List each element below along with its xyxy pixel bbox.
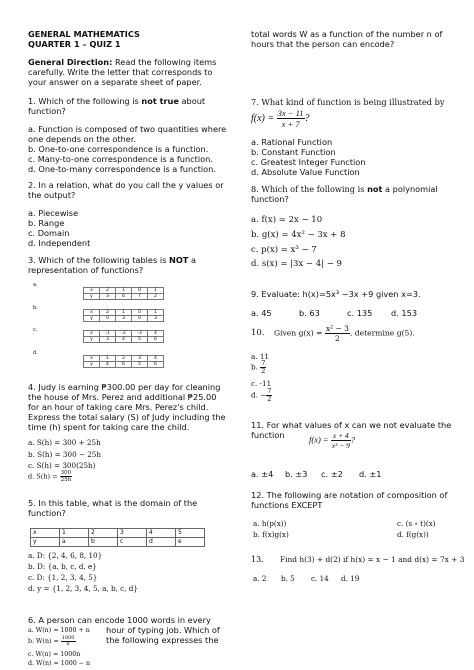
choice: b. S(h) = 300 − 25h bbox=[28, 450, 102, 459]
fraction: $\frac{x + 4}{\text{x² − 9}}$ bbox=[331, 431, 350, 450]
choice: b. $\frac{7}{2}$ bbox=[251, 359, 266, 375]
choice: b. W(n) = $\frac{1000}{n}$ bbox=[28, 635, 75, 647]
table-d-label: d. bbox=[33, 350, 38, 356]
question-11-stem: 11. For what values of x can we not evaluate the bbox=[251, 420, 452, 430]
quiz-subtitle: QUARTER 1 – QUIZ 1 bbox=[28, 39, 121, 49]
choice: d. Independent bbox=[28, 238, 91, 248]
choice: b. One-to-one correspondence is a function. bbox=[28, 144, 209, 154]
question-10-stem: Given g(x) = $\frac{\text{x² − 3}}{2}$ , determine g(5). bbox=[274, 324, 415, 343]
choice: d. S(h) = $\frac{300}{25h}$ bbox=[28, 470, 72, 483]
choice: a. 45 bbox=[251, 308, 272, 318]
question-5-stem: 5. In this table, what is the domain of the bbox=[28, 498, 198, 508]
question-11-formula: f(x) = $\frac{x + 4}{\text{x² − 9}}$ ? bbox=[309, 431, 356, 450]
fraction: $\frac{3x - 11}{x + 7}$ bbox=[277, 108, 304, 129]
choice: b. ±3 bbox=[285, 469, 308, 479]
choice: c. Greatest Integer Function bbox=[251, 157, 366, 167]
choice: d. − $\frac{7}{2}$ bbox=[251, 387, 272, 403]
question-4-stem-line: the house of Mrs. Perez and additional ₱25.00 bbox=[28, 392, 217, 402]
question-3-stem-line: representation of functions? bbox=[28, 265, 144, 275]
table-b: x 2 1 0 1 y 0 3 0 3 bbox=[83, 309, 164, 322]
choice: one depends on the other. bbox=[28, 134, 137, 144]
choice: b. D: {a, b, c, d, e} bbox=[28, 562, 97, 571]
choice: c. -11 bbox=[251, 379, 272, 388]
choice: c. 14 bbox=[311, 574, 329, 583]
choice: a. Function is composed of two quantities where bbox=[28, 124, 227, 134]
choice: d. s(x) = |3x − 4| − 9 bbox=[251, 259, 342, 269]
choice: a. S(h) = 300 + 25h bbox=[28, 438, 101, 447]
choice: d. 19 bbox=[341, 574, 360, 583]
fraction: $\frac{7}{2}$ bbox=[267, 387, 272, 403]
choice: b. 5 bbox=[281, 574, 295, 583]
question-6-stem: 6. A person can encode 1000 words in every bbox=[28, 615, 211, 625]
question-12-stem-line: functions EXCEPT bbox=[251, 500, 323, 510]
choice: b. Range bbox=[28, 218, 65, 228]
question-4-stem-line: Express the total salary (S) of Judy including the bbox=[28, 412, 226, 422]
fraction: $\frac{\text{x² − 3}}{2}$ bbox=[325, 324, 349, 343]
choice: a. Rational Function bbox=[251, 137, 333, 147]
question-12-stem: 12. The following are notation of composition of bbox=[251, 490, 448, 500]
table-a: x 2 1 0 1 y 3 6 7 2 bbox=[83, 287, 164, 300]
choice: d. Absolute Value Function bbox=[251, 167, 360, 177]
choice: b. 63 bbox=[299, 308, 320, 318]
choice: c. p(x) = x³ − 7 bbox=[251, 245, 317, 255]
question-2-stem-line: the output? bbox=[28, 190, 76, 200]
question-6-stem-line: hour of typing job. Which of bbox=[106, 625, 220, 635]
direction-line: your answer on a separate sheet of paper. bbox=[28, 77, 202, 87]
choice: a. Piecewise bbox=[28, 208, 79, 218]
question-1-stem: 1. Which of the following is not true about bbox=[28, 96, 206, 106]
question-6-stem-line: the following expresses the bbox=[106, 635, 219, 645]
choice: c. 135 bbox=[347, 308, 373, 318]
direction-line: carefully. Write the letter that corresponds to bbox=[28, 67, 213, 77]
question-5-stem-line: function? bbox=[28, 508, 66, 518]
choice: c. ±2 bbox=[321, 469, 343, 479]
table-b-label: b. bbox=[33, 305, 38, 311]
question-7-stem: 7. What kind of function is being illustrated by bbox=[251, 97, 445, 107]
choice: b. Constant Function bbox=[251, 147, 336, 157]
choice: a. h(p(x)) bbox=[253, 519, 287, 528]
quiz-title: GENERAL MATHEMATICS bbox=[28, 29, 140, 39]
choice: a. 11 bbox=[251, 352, 270, 361]
question-3-stem: 3. Which of the following tables is NOT a bbox=[28, 255, 196, 265]
choice: d. 153 bbox=[391, 308, 418, 318]
fraction: $\frac{7}{2}$ bbox=[261, 359, 266, 375]
question-1-stem-line: function? bbox=[28, 106, 66, 116]
general-direction bbox=[28, 57, 216, 67]
choice: a. ±4 bbox=[251, 469, 274, 479]
table-d: x 1 2 3 4 y 4 6 5 6 bbox=[83, 355, 164, 368]
choice: c. S(h) = 300(25h) bbox=[28, 461, 96, 470]
table-a-label: a. bbox=[33, 282, 38, 288]
table-c-label: c. bbox=[33, 327, 38, 333]
question-10-number: 10. bbox=[251, 328, 265, 338]
choice: d. f(g(x)) bbox=[397, 530, 429, 539]
table-c: x -1 -2 -3 4 y 3 4 5 6 bbox=[83, 330, 164, 343]
question-4-stem-line: for an hour of taking care Mrs. Perez's child. bbox=[28, 402, 209, 412]
choice: d. y = {1, 2, 3, 4, 5, a, b, c, d} bbox=[28, 584, 138, 593]
question-13-number: 13. bbox=[251, 555, 264, 564]
question-2-stem: 2. In a relation, what do you call the y values or bbox=[28, 180, 224, 190]
choice: d. W(n) = 1000 − n bbox=[28, 660, 91, 667]
question-4-stem-line: time (h) spent for taking care the child. bbox=[28, 422, 190, 432]
choice: d. One-to-many correspondence is a function. bbox=[28, 164, 216, 174]
choice: a. W(n) = 1000 + n bbox=[28, 627, 90, 634]
question-7-formula: f(x) = $\frac{3x - 11}{x + 7}$ ? bbox=[251, 108, 310, 129]
direction-text: Read the following items bbox=[112, 57, 217, 67]
choice: a. D: {2, 4, 6, 8, 10} bbox=[28, 551, 103, 560]
question-8-stem-line: function? bbox=[251, 194, 289, 204]
fraction: $\frac{1000}{n}$ bbox=[61, 635, 75, 647]
direction-label: General Direction: bbox=[28, 57, 113, 67]
question-6-continuation: hours that the person can encode? bbox=[251, 39, 395, 49]
question-6-continuation: total words W as a function of the number n of bbox=[251, 29, 443, 39]
choice: c. D: {1, 2, 3, 4, 5} bbox=[28, 573, 98, 582]
domain-table: x 1 2 3 4 5 y a b c d e bbox=[30, 528, 205, 547]
choice: b. f(x)g(x) bbox=[253, 530, 289, 539]
choice: a. f(x) = 2x − 10 bbox=[251, 215, 323, 225]
fraction: $\frac{300}{25h}$ bbox=[60, 470, 72, 483]
question-11-stem-line: function bbox=[251, 430, 285, 440]
choice: d. ±1 bbox=[359, 469, 382, 479]
choice: c. Many-to-one correspondence is a function. bbox=[28, 154, 213, 164]
choice: c. Domain bbox=[28, 228, 70, 238]
question-8-stem: 8. Which of the following is not a polynomial bbox=[251, 184, 438, 194]
question-13-stem: Find h(3) + d(2) if h(x) = x − 1 and d(x) = 7x + 3 bbox=[280, 555, 465, 564]
question-4-stem: 4. Judy is earning ₱300.00 per day for cleaning bbox=[28, 382, 221, 392]
choice: b. g(x) = 4x² − 3x + 8 bbox=[251, 230, 346, 240]
choice: c. W(n) = 1000n bbox=[28, 651, 81, 658]
choice: c. (s ∘ t)(x) bbox=[397, 519, 436, 528]
choice: a. 2 bbox=[253, 574, 267, 583]
question-9-stem: 9. Evaluate: h(x)=5x³ −3x +9 given x=3. bbox=[251, 289, 421, 299]
